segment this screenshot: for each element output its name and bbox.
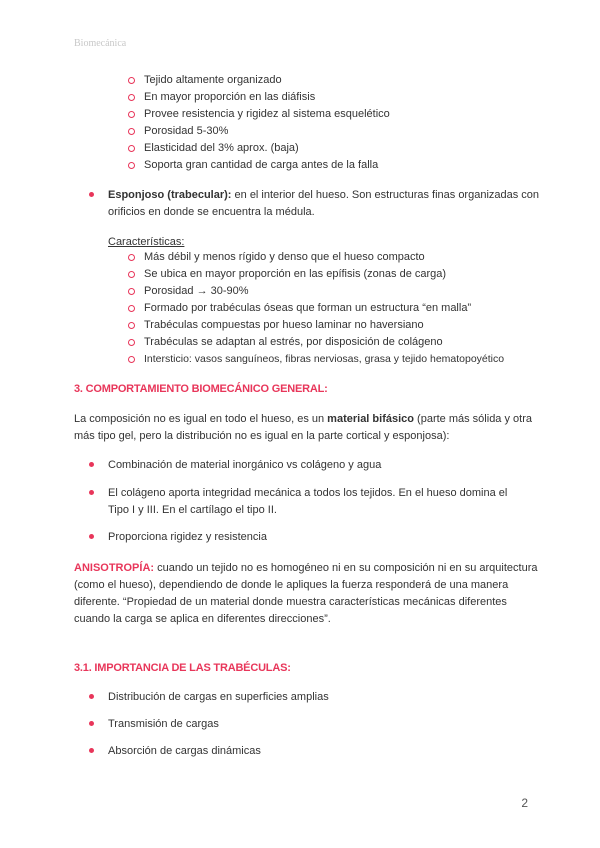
list-item: Combinación de material inorgánico vs colágeno y agua bbox=[108, 459, 382, 471]
bullet-icon bbox=[89, 490, 94, 495]
hollow-bullet-icon bbox=[128, 339, 135, 346]
hollow-bullet-icon bbox=[128, 271, 135, 278]
list-item-text: Porosidad → 30-90% bbox=[144, 285, 249, 297]
list-item-text: Trabéculas compuestas por hueso laminar no haversiano bbox=[144, 319, 424, 331]
anisotropy-line3: diferente. “Propiedad de un material donde muestra características mecánicas diferentes bbox=[74, 596, 507, 608]
anisotropy-line2: (como el hueso), dependiendo de donde le apliques la fuerza responderá de una manera bbox=[74, 579, 509, 591]
para-bold: material bifásico bbox=[327, 413, 414, 425]
list-item-text: Intersticio: vasos sanguíneos, fibras nerviosas, grasa y tejido hematopoyético bbox=[144, 353, 505, 365]
characteristics-label: Características: bbox=[108, 236, 185, 248]
anisotropy-term: ANISOTROPÍA: bbox=[74, 562, 155, 574]
list-item-text: Formado por trabéculas óseas que forman un estructura “en malla” bbox=[144, 302, 472, 314]
list-item-text: Tejido altamente organizado bbox=[144, 74, 282, 86]
bullet-icon bbox=[89, 748, 94, 753]
list-item: Distribución de cargas en superficies amplias bbox=[108, 691, 329, 703]
list-item-text: Elasticidad del 3% aprox. (baja) bbox=[144, 142, 299, 154]
section-heading: 3. COMPORTAMIENTO BIOMECÁNICO GENERAL: bbox=[74, 383, 328, 395]
section3-paragraph-line1 bbox=[74, 411, 532, 427]
hollow-bullet-icon bbox=[128, 254, 135, 261]
hollow-bullet-icon bbox=[128, 77, 135, 84]
list-item-text: Se ubica en mayor proporción en las epífisis (zonas de carga) bbox=[144, 268, 447, 280]
spongy-term: Esponjoso (trabecular): bbox=[108, 189, 232, 201]
list-item-text: Más débil y menos rígido y denso que el hueso compacto bbox=[144, 251, 425, 263]
anisotropy-text: cuando un tejido no es homogéneo ni en su composición ni en su arquitectura bbox=[154, 562, 538, 574]
anisotropy-line1 bbox=[74, 560, 537, 576]
hollow-bullet-icon bbox=[128, 128, 135, 135]
hollow-bullet-icon bbox=[128, 162, 135, 169]
section3-paragraph-line2: más tipo gel, pero la distribución no es igual en la parte cortical y esponjosa): bbox=[74, 430, 450, 442]
hollow-bullet-icon bbox=[128, 288, 135, 295]
list-item: El colágeno aporta integridad mecánica a todos los tejidos. En el hueso domina el bbox=[108, 487, 508, 499]
hollow-bullet-icon bbox=[128, 305, 135, 312]
hollow-bullet-icon bbox=[128, 322, 135, 329]
list-item: Proporciona rigidez y resistencia bbox=[108, 531, 267, 543]
list-item-text: En mayor proporción en las diáfisis bbox=[144, 91, 316, 103]
subsection-heading: 3.1. IMPORTANCIA DE LAS TRABÉCULAS: bbox=[74, 662, 291, 674]
para-text: La composición no es igual en todo el hueso, es un bbox=[74, 413, 328, 425]
list-item-text: Provee resistencia y rigidez al sistema esquelético bbox=[144, 108, 390, 120]
list-item-text: Porosidad 5-30% bbox=[144, 125, 229, 137]
hollow-bullet-icon bbox=[128, 145, 135, 152]
hollow-bullet-icon bbox=[128, 94, 135, 101]
bullet-icon bbox=[89, 694, 94, 699]
list-item: Transmisión de cargas bbox=[108, 718, 219, 730]
bullet-icon bbox=[89, 721, 94, 726]
bullet-icon bbox=[89, 462, 94, 467]
hollow-bullet-icon bbox=[128, 356, 135, 363]
page-number: 2 bbox=[521, 796, 528, 810]
bullet-icon bbox=[89, 534, 94, 539]
spongy-desc: en el interior del hueso. Son estructuras finas organizadas con bbox=[231, 189, 540, 201]
list-item-continuation: Tipo I y III. En el cartílago el tipo II. bbox=[108, 504, 277, 516]
running-header: Biomecánica bbox=[74, 38, 127, 49]
list-item: Absorción de cargas dinámicas bbox=[108, 745, 261, 757]
hollow-bullet-icon bbox=[128, 111, 135, 118]
anisotropy-line4: cuando la carga se aplica en diferentes direcciones”. bbox=[74, 613, 331, 625]
list-item-text: Soporta gran cantidad de carga antes de la falla bbox=[144, 159, 379, 171]
spongy-desc-line2: orificios en donde se encuentra la médula. bbox=[108, 206, 315, 218]
list-item-text: Trabéculas se adaptan al estrés, por disposición de colágeno bbox=[144, 336, 443, 348]
bullet-icon bbox=[89, 192, 94, 197]
para-text: (parte más sólida y otra bbox=[414, 413, 532, 425]
spongy-desc-line1 bbox=[108, 187, 539, 203]
